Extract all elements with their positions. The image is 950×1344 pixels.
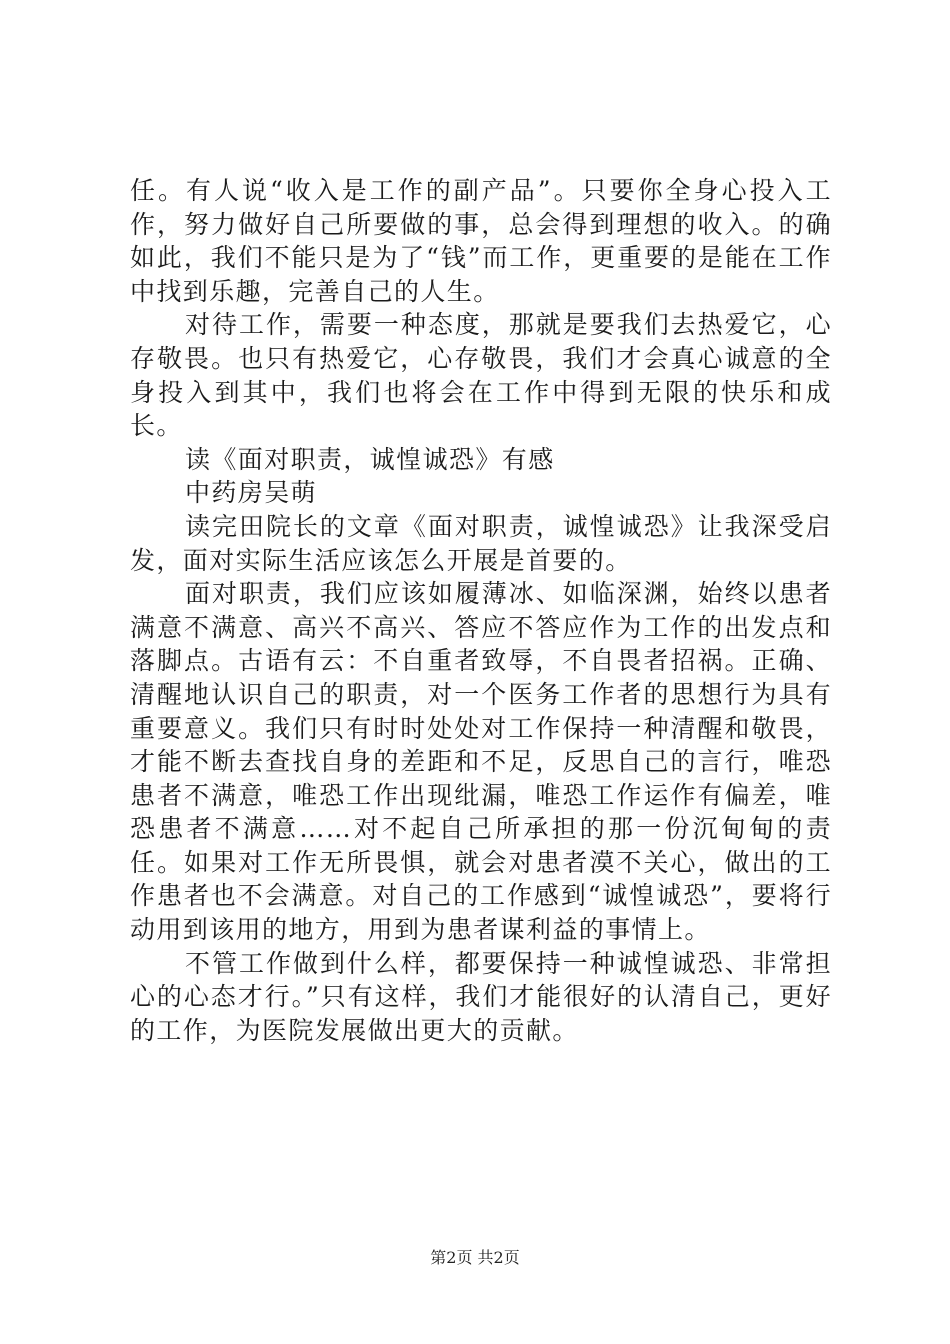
article-title: 读《面对职责，诚惶诚恐》有感 bbox=[185, 444, 555, 474]
paragraph-intro: 读完田院长的文章《面对职责，诚惶诚恐》让我深受启发，面对实际生活应该怎么开展是首要的。 bbox=[130, 511, 832, 575]
page-number-footer: 第2页 共2页 bbox=[430, 1248, 520, 1267]
paragraph-responsibility: 面对职责，我们应该如履薄冰、如临深渊，始终以患者满意不满意、高兴不高兴、答应不答应作为工作的出发点和落脚点。古语有云：不自重者致辱，不自畏者招祸。正确、清醒地认识自己的职责，对一个医务工作者的思想行为具有重要意义。我们只有时时处处对工作保持一种清醒和敬畏，才能不断去查找自身的差距和不足，反思自己的言行，唯恐患者不满意，唯恐工作出现纰漏，唯恐工作运作有偏差，唯恐患者不满意……对不起自己所承担的那一份沉甸甸的责任。如果对工作无所畏惧，就会对患者漠不关心，做出的工作患者也不会满意。对自己的工作感到“诚惶诚恐”，要将行动用到该用的地方，用到为患者谋利益的事情上。 bbox=[130, 579, 832, 945]
paragraph-attitude: 对待工作，需要一种态度，那就是要我们去热爱它，心存敬畏。也只有热爱它，心存敬畏，我们才会真心诚意的全身投入到其中，我们也将会在工作中得到无限的快乐和成长。 bbox=[130, 310, 832, 441]
document-body bbox=[130, 174, 832, 1047]
article-author: 中药房吴萌 bbox=[185, 478, 318, 508]
paragraph-continuation: 任。有人说“收入是工作的副产品”。只要你全身心投入工作，努力做好自己所要做的事，总会得到理想的收入。的确如此，我们不能只是为了“钱”而工作，更重要的是能在工作中找到乐趣，完善自己的人生。 bbox=[130, 176, 832, 306]
paragraph-conclusion: 不管工作做到什么样，都要保持一种诚惶诚恐、非常担心的心态才行。”只有这样，我们才能很好的认清自己，更好的工作，为医院发展做出更大的贡献。 bbox=[130, 948, 832, 1045]
